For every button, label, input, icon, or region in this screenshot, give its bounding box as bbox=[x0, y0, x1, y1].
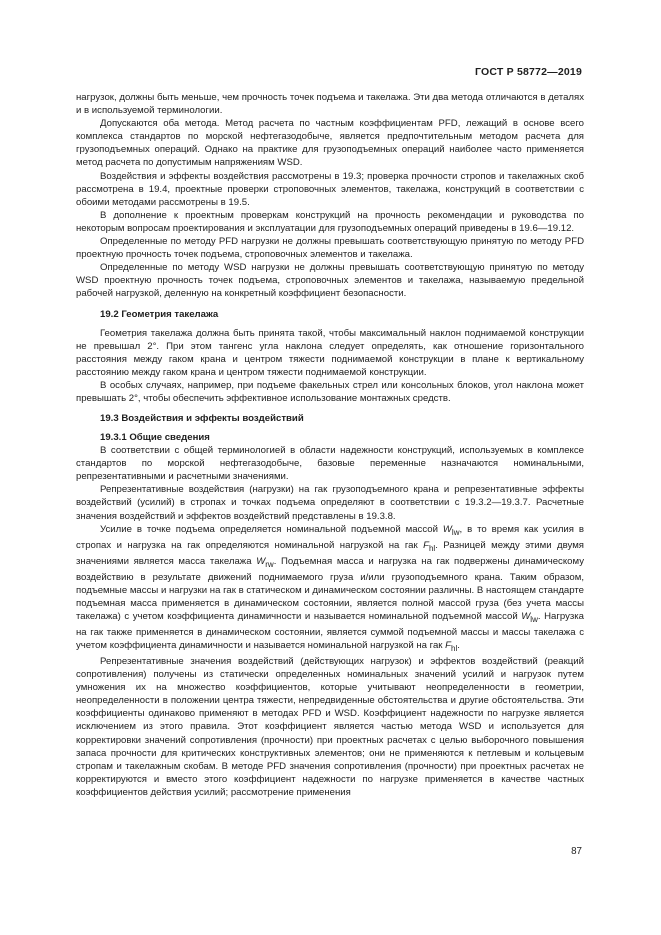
symbol-f: F bbox=[445, 640, 452, 651]
paragraph: Репрезентативные значения воздействий (действующих нагрузок) и эффектов воздействий (реакций сопротивления) получены из статически определенных номинальных значений усилий и нагрузок путем умножения их на множество коэффициентов, которые учитывают неопределенности в геометрии, неопределенности в положении центра тяжести, непредвиденные обстоятельства и другие обстоятельства. Эти коэффициенты одинаково применяют в методах PFD и WSD. Коэффициент надежности по нагрузке является исключением из этого правила. Этот коэффициент является частью метода WSD и используется для корректировки значений сопротивления (прочности) при проектных расчетах с целью выборочного повышения запаса прочности для критических конструктивных элементов; они не применяются к петлевым и кольцевым стропам и такелажным скобам. В методе PFD значения сопротивления (прочности) при проектных расчетах не корректируются и вместо этого коэффициент надежности по нагрузке применяется в качестве частных коэффициентов действия усилий; рассмотрение применения bbox=[76, 656, 584, 798]
paragraph: Определенные по методу WSD нагрузки не должны превышать соответствующую принятую по методу WSD проектную прочность точек подъема, строповочных элементов и такелажа, называемую предельной рабочей нагрузкой, деленную на конкретный коэффициент безопасности. bbox=[76, 262, 584, 300]
document-header: ГОСТ Р 58772—2019 bbox=[474, 66, 582, 78]
page-number: 87 bbox=[571, 846, 582, 857]
paragraph: Репрезентативные воздействия (нагрузки) на гак грузоподъемного крана и репрезентативные эффекты воздействий (усилий) в стропах и точках подъема определяют в соответствии с 19.3.2—19.3.7. Расчетные значения воздействий и эффектов воздействий представлены в 19.3.8. bbox=[76, 484, 584, 522]
symbol-w: W bbox=[256, 555, 266, 567]
subscript-hl: hl bbox=[428, 543, 436, 553]
paragraph: В соответствии с общей терминологией в области надежности конструкций, используемых в комплексе стандартов по морской нефтегазодобыче, базовые переменные назначаются номинальными, репрезентативными и расчетными значениями. bbox=[76, 445, 584, 483]
symbol-w: W bbox=[442, 523, 452, 535]
paragraph: В особых случаях, например, при подъеме факельных стрел или консольных блоков, угол наклона может превышать 2°, чтобы обеспечить эффективное использование монтажных средств. bbox=[76, 379, 584, 404]
subscript-lw: lw bbox=[451, 527, 460, 537]
symbol-w: W bbox=[521, 610, 531, 622]
section-heading-19-2: 19.2 Геометрия такелажа bbox=[100, 308, 219, 320]
paragraph: В дополнение к проектным проверкам конструкций на прочность рекомендации и руководства по некоторым вопросам проектирования и эксплуатации для грузоподъемных операций приведены в 19.6—19.12. bbox=[76, 209, 584, 234]
paragraph: Геометрия такелажа должна быть принята такой, чтобы максимальный наклон поднимаемой конструкции не превышал 2°. При этом тангенс угла наклона следует определять, как отношение горизонтального расстояния между гаком крана и центром тяжести поднимаемой конструкции в плане к вертикальному расстоянию между гаком крана и центром тяжести поднимаемой конструкции. bbox=[76, 327, 584, 378]
section-heading-19-3: 19.3 Воздействия и эффекты воздействий bbox=[100, 413, 304, 425]
subscript-lw: lw bbox=[530, 614, 538, 624]
paragraph-with-formulas: Усилие в точке подъема определяется номинальной подъемной массой $W_{lw}$, в то время как усилия в стропах и нагрузка на гак определяются номинальной нагрузкой на гак $F_{hl}$. Разницей между этими двумя значениями является масса такелажа $W_{rw}$. Подъемная масса и нагрузка на гак подвержены динамическому воздействию в результате движений поднимаемого груза и/или грузоподъемного крана. Таким образом, подъемные массы и нагрузки на гак в статическом и динамическом состоянии различны. В настоящем стандарте подъемная масса применяется в динамическом состоянии, является полной массой груза (без учета массы такелажа) с учетом коэффициента динамичности и называется номинальной подъемной массой $W_{lw}$. Нагрузка на гак также применяется в динамическом состоянии, является суммой подъемной массы и массы такелажа с учетом коэффициента динамичности и называется номинальной нагрузкой на гак $F_{hl}$. bbox=[76, 523, 585, 653]
paragraph-intro: нагрузок, должны быть меньше, чем прочность точек подъема и такелажа. Эти два метода отличаются в деталях и в используемой терминологии. bbox=[76, 92, 584, 117]
paragraph: Воздействия и эффекты воздействия рассмотрены в 19.3; проверка прочности стропов и такелажных скоб рассмотрена в 19.4, проектные проверки строповочных элементов, такелажа, конструкций в соответствии с обоими методами рассмотрены в 19.5. bbox=[76, 170, 584, 208]
subsection-heading-19-3-1: 19.3.1 Общие сведения bbox=[100, 432, 210, 444]
symbol-f: F bbox=[423, 539, 429, 551]
paragraph: Допускаются оба метода. Метод расчета по частным коэффициентам PFD, лежащий в основе всего комплекса стандартов по морской нефтегазодобыче, является предпочтительным методом расчета для грузоподъемных операций. Однако на практике для грузоподъемных операций наиболее часто применяется метод расчета по допустимым напряжениям WSD. bbox=[76, 118, 584, 169]
document-body bbox=[76, 91, 584, 799]
paragraph: Определенные по методу PFD нагрузки не должны превышать соответствующую принятую по методу PFD проектную прочность точек подъема, строповочных элементов и такелажа. bbox=[76, 236, 584, 261]
subscript-hl: hl bbox=[451, 643, 458, 653]
subscript-rw: rw bbox=[265, 559, 274, 569]
